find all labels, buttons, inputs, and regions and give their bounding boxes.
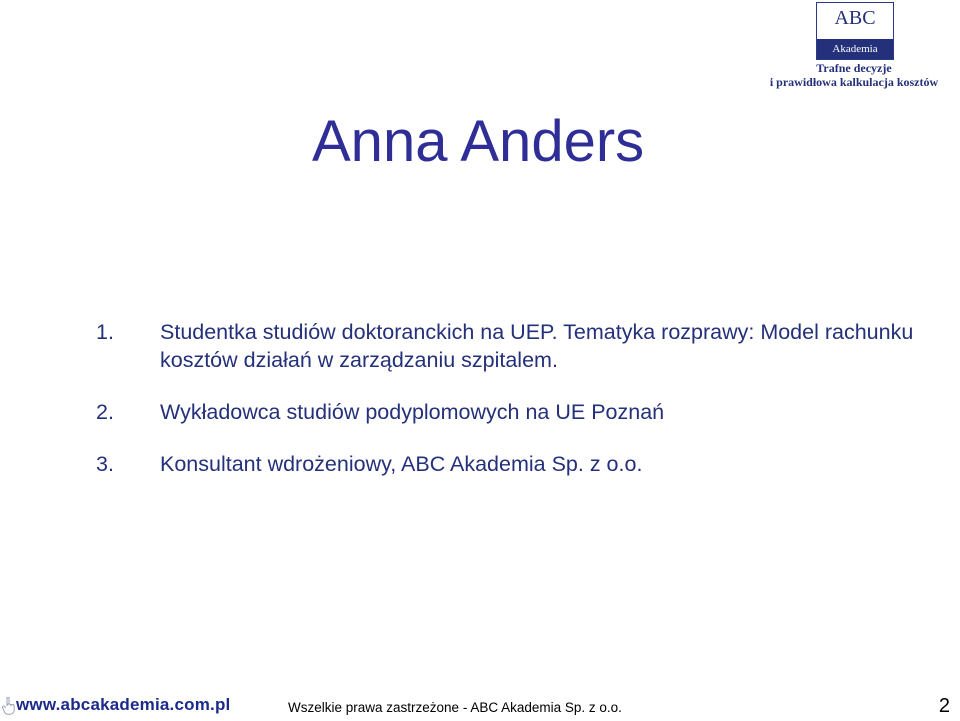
list-item (96, 450, 926, 478)
list-item-text: Studentka studiów doktoranckich na UEP. Tematyka rozprawy: Model rachunku kosztów działań w zarządzaniu szpitalem. (160, 320, 914, 372)
logo-band-text: Akademia (817, 39, 893, 59)
slide-footer (0, 687, 960, 721)
bio-list (96, 318, 926, 478)
hand-pointer-icon (2, 697, 16, 715)
list-item-text: Wykładowca studiów podyplomowych na UE Poznań (160, 400, 665, 424)
slide-title: Anna Anders (312, 109, 645, 174)
page-number: 2 (938, 695, 950, 717)
list-item-text: Konsultant wdrożeniowy, ABC Akademia Sp. z o.o. (160, 452, 643, 476)
logo-badge (816, 2, 894, 60)
website-link[interactable]: www.abcakademia.com.pl (16, 695, 231, 714)
list-item-number: 2. (96, 400, 114, 424)
logo-tagline-2: i prawidłowa kalkulacja kosztów (769, 75, 939, 89)
copyright-notice: Wszelkie prawa zastrzeżone - ABC Akademia Sp. z o.o. (288, 700, 622, 715)
list-item-number: 3. (96, 452, 114, 476)
list-item (96, 318, 926, 374)
abc-akademia-logo (760, 0, 956, 92)
list-item-number: 1. (96, 320, 114, 344)
logo-brand-text: ABC (834, 7, 876, 29)
logo-tagline-1: Trafne decyzje (816, 61, 892, 75)
list-item (96, 398, 926, 426)
